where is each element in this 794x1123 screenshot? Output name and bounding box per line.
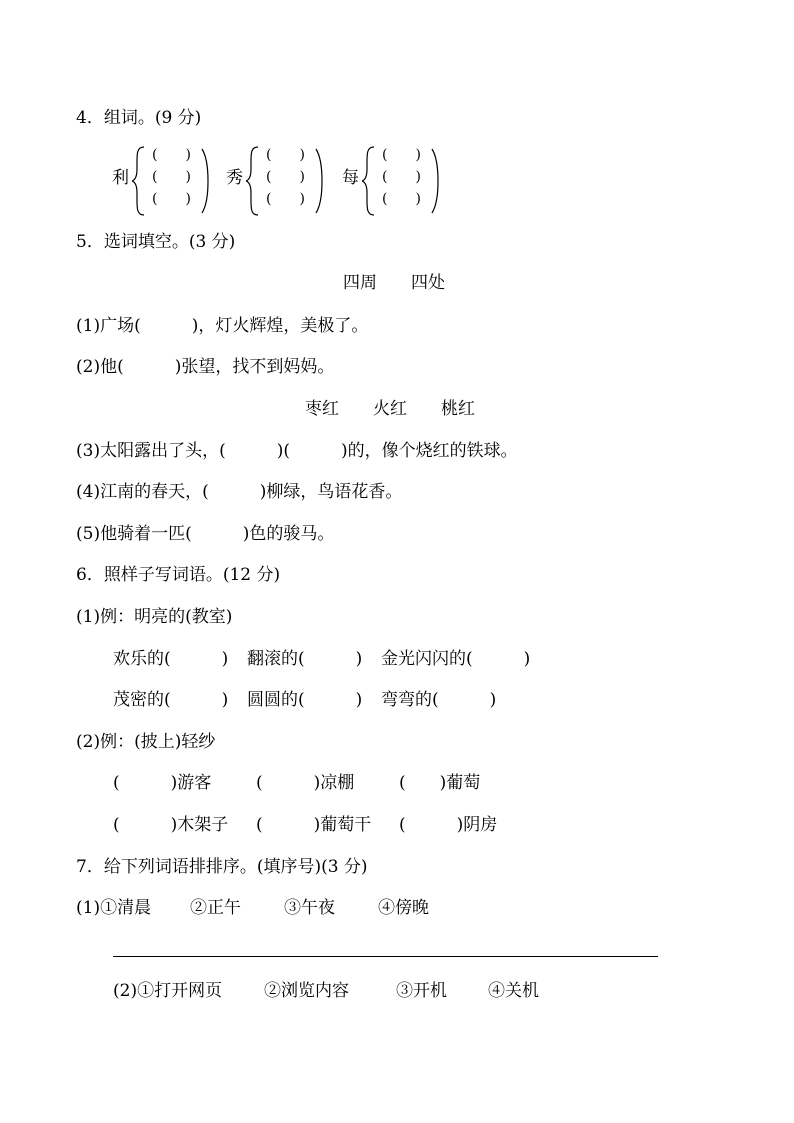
q7-item2-opt3: ③开机 [396,981,447,1001]
q7-item1-opt4: ④傍晚 [378,898,429,918]
q6-heading: 6．照样子写词语。(12 分) [76,565,281,585]
q5-item-1[interactable]: (1)广场( )，灯火辉煌，美极了。 [76,316,369,336]
q4-group-3-blank-3[interactable]: ( ) [382,191,421,207]
q7-item2-opt4: ④关机 [488,981,539,1001]
q4-group-3-blank-1[interactable]: ( ) [382,147,421,163]
q4-group-3-blank-2[interactable]: ( ) [382,169,421,185]
q4-group-3 [342,143,442,219]
q6-part1-row2-cell1[interactable]: 茂密的( ) [113,690,229,710]
q4-group-1-char: 利 [112,168,129,188]
q5-item-2[interactable]: (2)他( )张望，找不到妈妈。 [76,357,335,377]
q6-part2-row2-cell1[interactable]: ( )木架子 [113,815,229,835]
q5-word-box-2: 枣红 火红 桃红 [305,399,475,419]
q4-group-1-blank-3[interactable]: ( ) [152,191,191,207]
q6-part2-example: (2)例：(披上)轻纱 [76,732,216,752]
q7-item2-opt2: ②浏览内容 [264,981,349,1001]
q5-word-box-1: 四周 四处 [343,273,445,293]
q4-group-2-char: 秀 [226,168,243,188]
q6-part1-row1-cell1[interactable]: 欢乐的( ) [113,649,229,669]
q7-item1-opt1: (1)①清晨 [76,898,152,918]
q6-part2-row1-cell1[interactable]: ( )游客 [113,773,212,793]
q7-item2-opt1: (2)①打开网页 [113,981,223,1001]
q6-part2-row1-cell3[interactable]: ( )葡萄 [399,773,481,793]
q5-heading: 5．选词填空。(3 分) [76,232,236,252]
q4-group-2-blank-2[interactable]: ( ) [266,169,305,185]
q4-group-2 [226,143,326,219]
q4-group-1-blank-2[interactable]: ( ) [152,169,191,185]
q4-group-2-blank-1[interactable]: ( ) [266,147,305,163]
q5-item-3[interactable]: (3)太阳露出了头，( )( )的，像个烧红的铁球。 [76,441,518,461]
q7-heading: 7．给下列词语排排序。(填序号)(3 分) [76,857,368,877]
q5-item-5[interactable]: (5)他骑着一匹( )色的骏马。 [76,524,335,544]
q4-heading: 4．组词。(9 分) [76,108,202,128]
q6-part1-example: (1)例：明亮的(教室) [76,607,233,627]
q6-part2-row2-cell2[interactable]: ( )葡萄干 [256,815,372,835]
q7-item1-opt2: ②正午 [190,898,241,918]
q6-part2-row1-cell2[interactable]: ( )凉棚 [256,773,355,793]
q4-group-1 [112,143,212,219]
q4-group-1-blank-1[interactable]: ( ) [152,147,191,163]
q4-group-2-blank-3[interactable]: ( ) [266,191,305,207]
q6-part1-row1-cell2[interactable]: 翻滚的( ) [247,649,363,669]
q6-part2-row2-cell3[interactable]: ( )阴房 [399,815,498,835]
q4-group-3-char: 每 [342,168,359,188]
q5-item-4[interactable]: (4)江南的春天，( )柳绿，鸟语花香。 [76,482,403,502]
q6-part1-row2-cell3[interactable]: 弯弯的( ) [381,690,497,710]
q7-item1-opt3: ③午夜 [284,898,335,918]
q6-part1-row1-cell3[interactable]: 金光闪闪的( ) [381,649,531,669]
q6-part1-row2-cell2[interactable]: 圆圆的( ) [247,690,363,710]
q7-item1-answer-line[interactable] [113,956,658,957]
